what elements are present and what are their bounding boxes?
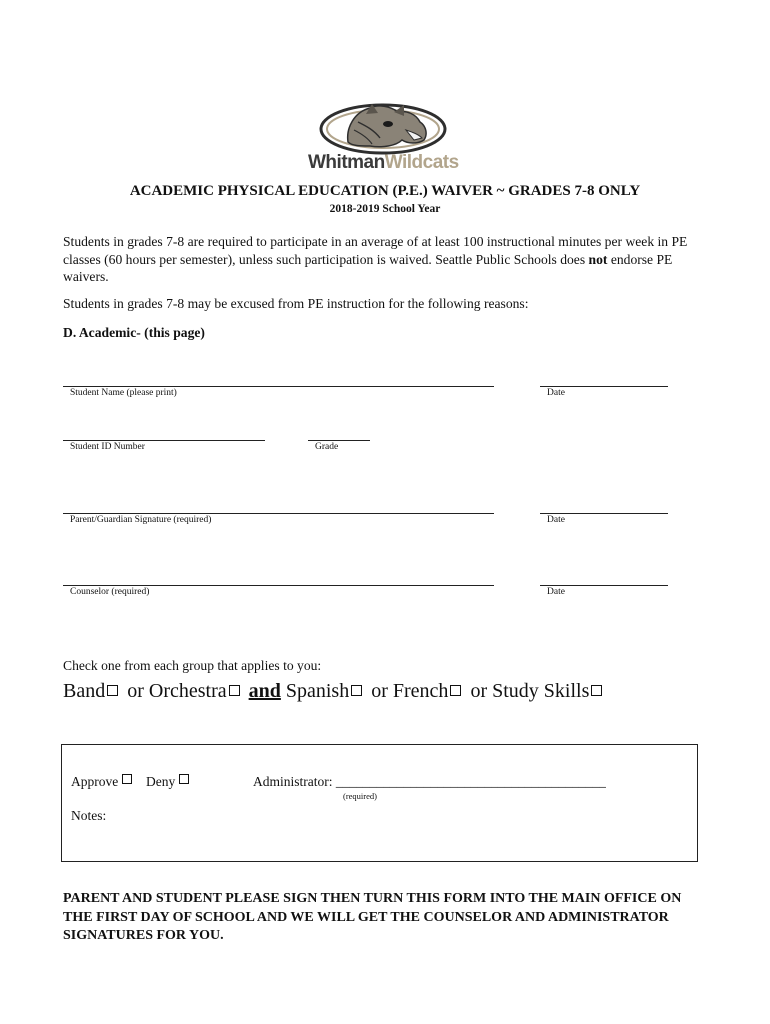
grade-label: Grade <box>315 442 339 452</box>
or-text-3: or <box>470 680 488 702</box>
school-logo <box>308 100 458 178</box>
counselor-label: Counselor (required) <box>70 587 150 597</box>
student-name-label: Student Name (please print) <box>70 388 177 398</box>
approve-checkbox[interactable] <box>122 774 132 784</box>
grade-line[interactable] <box>308 440 370 441</box>
student-name-line[interactable] <box>63 386 494 387</box>
approval-box <box>61 744 698 862</box>
excuse-paragraph: Students in grades 7-8 may be excused from PE instruction for the following reasons: <box>63 296 529 311</box>
intro-text-1: Students in grades 7-8 are required to participate in an average of at least 100 instructional minutes per week in PE classes (60 hours per semester), unless such participation is waived. Seattle Public Schools does <box>63 234 688 267</box>
spanish-label: Spanish <box>285 680 350 702</box>
french-checkbox[interactable] <box>450 685 461 696</box>
approve-option <box>71 774 132 790</box>
student-id-line[interactable] <box>63 440 265 441</box>
band-checkbox[interactable] <box>107 685 118 696</box>
wildcat-emblem-icon <box>308 100 458 155</box>
counselor-line[interactable] <box>63 585 494 586</box>
french-label: French <box>392 680 449 702</box>
notes-label: Notes: <box>71 808 107 823</box>
form-title: ACADEMIC PHYSICAL EDUCATION (P.E.) WAIVER ~ GRADES 7-8 ONLY <box>129 183 641 199</box>
administrator-required: (required) <box>343 791 377 801</box>
band-label: Band <box>63 680 106 702</box>
orchestra-checkbox[interactable] <box>229 685 240 696</box>
administrator-field[interactable]: Administrator: ________________________________________ <box>253 774 606 789</box>
orchestra-label: Orchestra <box>148 680 227 702</box>
section-heading: D. Academic- (this page) <box>63 325 205 340</box>
deny-checkbox[interactable] <box>179 774 189 784</box>
logo-wordmark <box>308 152 458 174</box>
intro-text-bold: not <box>588 251 608 267</box>
school-year: 2018-2019 School Year <box>329 203 441 215</box>
and-text: and <box>248 680 281 702</box>
intro-text-2: endorse PE waivers. <box>63 251 673 284</box>
approve-label: Approve <box>71 774 119 789</box>
or-text-1: or <box>127 680 144 702</box>
parent-signature-line[interactable] <box>63 513 494 514</box>
parent-date-label: Date <box>547 515 565 525</box>
intro-paragraph <box>63 233 713 286</box>
deny-option <box>146 774 189 790</box>
student-date-line[interactable] <box>540 386 668 387</box>
parent-date-line[interactable] <box>540 513 668 514</box>
or-text-2: or <box>371 680 388 702</box>
counselor-date-line[interactable] <box>540 585 668 586</box>
logo-word-wildcats: Wildcats <box>384 152 459 173</box>
student-date-label: Date <box>547 388 565 398</box>
study-skills-label: Study Skills <box>492 680 590 702</box>
parent-signature-label: Parent/Guardian Signature (required) <box>70 515 212 525</box>
student-id-label: Student ID Number <box>70 442 145 452</box>
spanish-checkbox[interactable] <box>351 685 362 696</box>
logo-word-whitman: Whitman <box>308 152 385 173</box>
deny-label: Deny <box>146 774 176 789</box>
counselor-date-label: Date <box>547 587 565 597</box>
choice-row <box>63 680 606 703</box>
footer-instructions: PARENT AND STUDENT PLEASE SIGN THEN TURN THIS FORM INTO THE MAIN OFFICE ON THE FIRST DAY OF SCHOOL AND WE WILL GET THE COUNSELOR AND ADMINISTRATOR SIGNATURES FOR YOU. <box>63 891 682 943</box>
choice-instruction: Check one from each group that applies to you: <box>63 658 322 673</box>
study-skills-checkbox[interactable] <box>591 685 602 696</box>
